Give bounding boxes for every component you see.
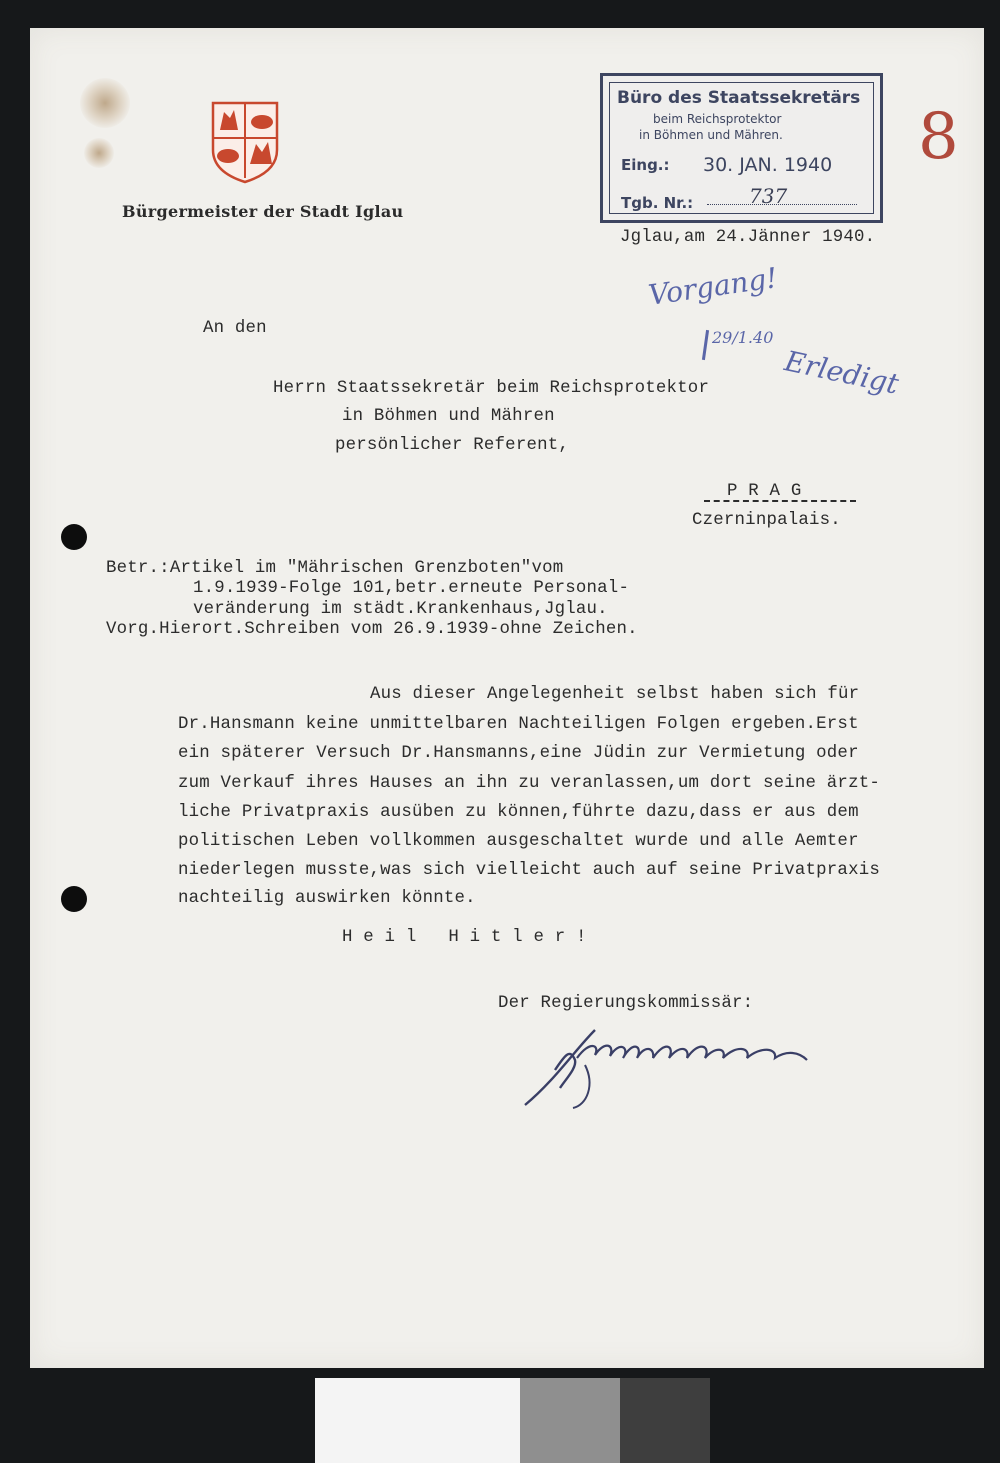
stamp-office-line3: in Böhmen und Mähren.	[639, 128, 783, 142]
city-crest-icon	[210, 100, 280, 184]
stamp-tgb-label: Tgb. Nr.:	[621, 194, 694, 212]
body-line: ein späterer Versuch Dr.Hansmanns,eine Jüdin zur Vermietung oder	[178, 744, 859, 763]
body-line: zum Verkauf ihres Hauses an ihn zu veranlassen,um dort seine ärzt-	[178, 774, 880, 793]
closing: H e i l H i t l e r !	[342, 928, 587, 947]
handwritten-note: Vorgang!	[646, 261, 780, 312]
margin-number: 8	[918, 100, 959, 174]
punch-hole	[61, 886, 87, 912]
subject-line: Betr.:Artikel im "Mährischen Grenzboten"vom	[106, 559, 564, 578]
body-line: politischen Leben vollkommen ausgeschaltet wurde und alle Aemter	[178, 832, 859, 851]
receipt-stamp	[600, 73, 883, 223]
stamp-tgb-number: 737	[749, 184, 788, 208]
body-line: Aus dieser Angelegenheit selbst haben sich für	[370, 685, 860, 704]
calibration-white	[315, 1378, 520, 1463]
salutation: An den	[203, 319, 267, 338]
subject-line: veränderung im städt.Krankenhaus,Jglau.	[193, 600, 608, 619]
subject-line: 1.9.1939-Folge 101,betr.erneute Personal-	[193, 579, 630, 598]
signature-icon	[515, 1010, 825, 1115]
letterhead-issuer: Bürgermeister der Stadt Iglau	[122, 202, 404, 221]
calibration-darkgray	[620, 1378, 710, 1463]
body-line: nachteilig auswirken könnte.	[178, 889, 476, 908]
stain-mark	[84, 138, 114, 168]
recipient-line: persönlicher Referent,	[335, 436, 569, 455]
signer-title: Der Regierungskommissär:	[498, 994, 754, 1013]
address: Czerninpalais.	[692, 511, 841, 530]
city: P R A G	[727, 482, 802, 501]
stamp-office-line2: beim Reichsprotektor	[653, 112, 782, 126]
body-line: niederlegen musste,was sich vielleicht auch auf seine Privatpraxis	[178, 861, 880, 880]
subject-line: Vorg.Hierort.Schreiben vom 26.9.1939-ohne Zeichen.	[106, 620, 638, 639]
recipient-line: Herrn Staatssekretär beim Reichsprotektor	[273, 379, 710, 398]
stamp-eing-label: Eing.:	[621, 156, 670, 174]
date-line: Jglau,am 24.Jänner 1940.	[620, 228, 876, 247]
handwritten-date: 29/1.40	[712, 328, 774, 347]
stamp-office: Büro des Staatssekretärs	[617, 88, 861, 108]
stain-mark	[80, 78, 130, 128]
body-line: Dr.Hansmann keine unmittelbaren Nachteiligen Folgen ergeben.Erst	[178, 715, 859, 734]
punch-hole	[61, 524, 87, 550]
body-line: liche Privatpraxis ausüben zu können,führte dazu,dass er aus dem	[178, 803, 859, 822]
handwritten-note: Erledigt	[781, 344, 902, 401]
recipient-line: in Böhmen und Mähren	[342, 407, 555, 426]
calibration-gray	[520, 1378, 620, 1463]
stamp-eing-date: 30. JAN. 1940	[703, 154, 833, 176]
